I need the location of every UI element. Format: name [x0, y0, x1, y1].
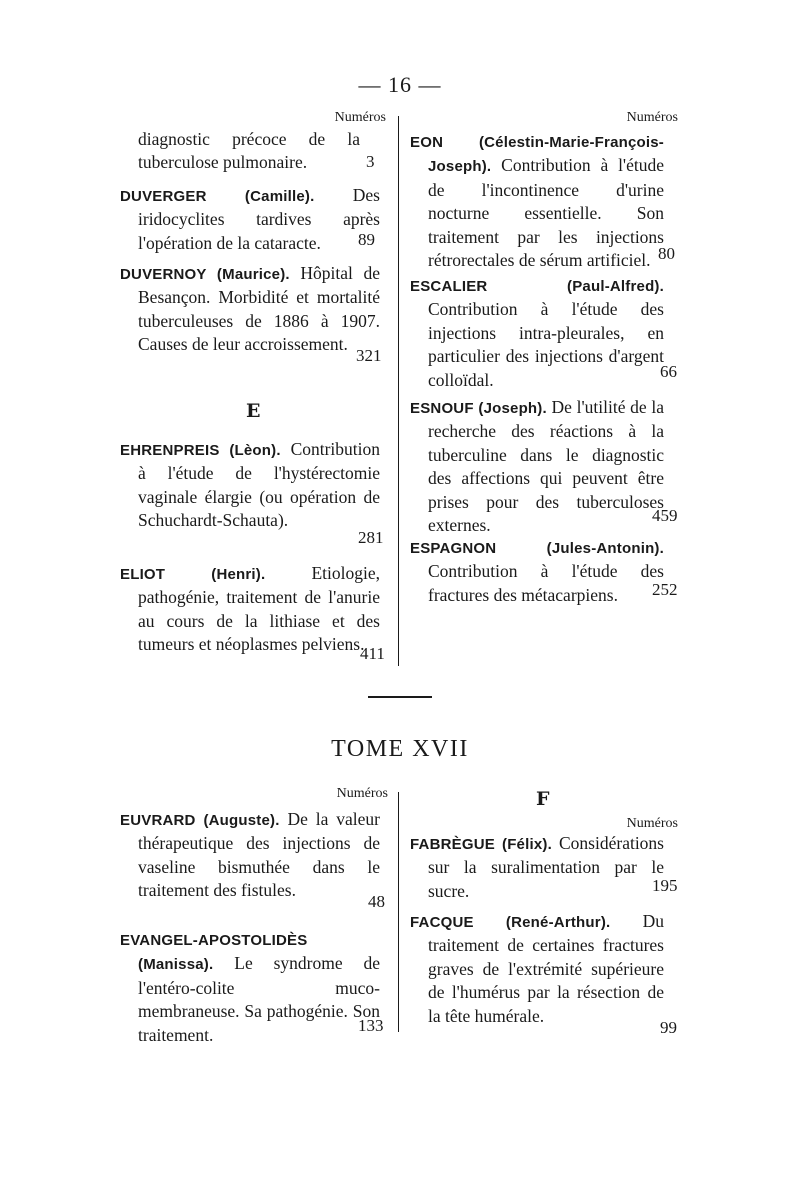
entry-number: 99: [660, 1018, 677, 1037]
entry-evangel-apostolides: EVANGEL-APOSTOLIDÈS (Manissa). Le syndrome de l'entéro-colite muco-membraneuse. Sa pathogénie. Son traitement.: [120, 932, 381, 1045]
entry-number: 459: [652, 506, 678, 525]
entry-number: 66: [660, 362, 677, 381]
tome-title: TOME XVII: [331, 736, 469, 762]
numeros-header-right: Numéros: [626, 110, 678, 125]
entry-number: 89: [358, 230, 375, 249]
column-rule-upper: [398, 116, 399, 666]
numeros-header-right: Numéros: [626, 816, 678, 831]
entry-eliot: ELIOT (Henri). Etiologie, pathogénie, traitement de l'anurie au cours de la lithiase et des tumeurs et néoplasmes pelviens.: [120, 563, 380, 655]
entry-number: 281: [358, 528, 384, 547]
entry-duvernoy: DUVERNOY (Maurice). Hôpital de Besançon. Morbidité et mortalité tuberculeuses de 1886 à 1907. Causes de leur accroissement.: [120, 263, 380, 355]
entry-esnouf: ESNOUF (Joseph). De l'utilité de la recherche des réactions à la tuberculine dans le diagnostic des affections qui peuvent être prises pour des tuberculoses externes.: [410, 397, 664, 536]
entry-number: 133: [358, 1016, 384, 1035]
entry-fabregue: FABRÈGUE (Félix). Considérations sur la suralimentation par le sucre.: [410, 833, 664, 901]
entry-euvrard: EUVRARD (Auguste). De la valeur thérapeutique des injections de vaseline bismuthée dans le traitement des fistules.: [120, 809, 380, 901]
section-letter-e: E: [246, 400, 261, 422]
numeros-header-left: Numéros: [336, 786, 388, 801]
column-rule-lower: [398, 792, 399, 1032]
entry-escalier: ESCALIER (Paul-Alfred). Contribution à l'étude des injections intra-pleurales, en particulier des injections d'argent colloïdal.: [410, 278, 664, 390]
entry-eon: EON (Célestin-Marie-François-Joseph). Contribution à l'étude de l'incontinence d'urine nocturne essentielle. Son traitement par les injections rétrorectales de sérum artificiel.: [410, 134, 664, 271]
entry-duverger: DUVERGER (Camille). Des iridocyclites tardives après l'opération de la cataracte.: [120, 185, 380, 253]
numeros-header-left: Numéros: [334, 110, 386, 125]
entry-continuation: diagnostic précoce de la tuberculose pulmonaire.: [138, 129, 360, 173]
entry-number: 411: [360, 644, 385, 663]
section-letter-f: F: [536, 788, 550, 810]
page-number: — 16 —: [358, 72, 442, 97]
entry-number: 195: [652, 876, 678, 895]
entry-facque: FACQUE (René-Arthur). Du traitement de certaines fractures graves de l'extrémité supérieure de l'humérus par la résection de la tête humérale.: [410, 911, 664, 1026]
entry-number: 3: [366, 152, 375, 171]
section-divider: [368, 696, 432, 698]
entry-number: 48: [368, 892, 385, 911]
entry-espagnon: ESPAGNON (Jules-Antonin). Contribution à l'étude des fractures des métacarpiens.: [410, 540, 664, 605]
entry-number: 252: [652, 580, 678, 599]
entry-number: 80: [658, 244, 675, 263]
entry-ehrenpreis: EHRENPREIS (Lèon). Contribution à l'étude de l'hystérectomie vaginale élargie (ou opération de Schuchardt-Schauta).: [120, 439, 381, 531]
entry-number: 321: [356, 346, 382, 365]
